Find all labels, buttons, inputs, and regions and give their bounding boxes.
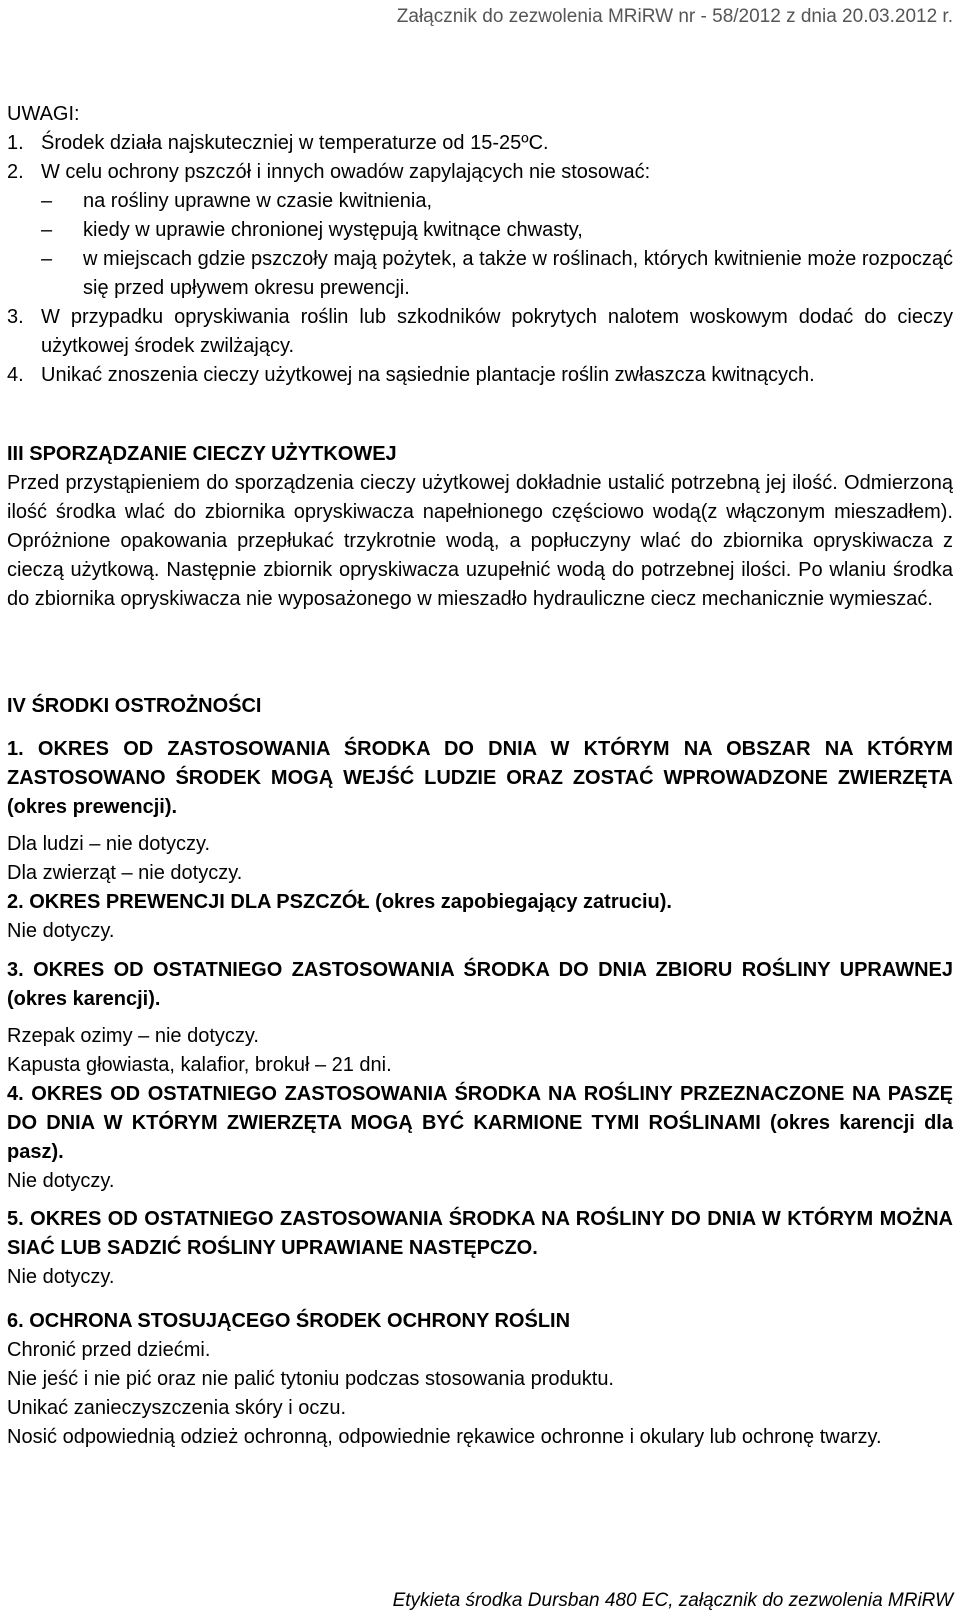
remark-number: 1. bbox=[7, 132, 24, 154]
bee-protection-item bbox=[41, 187, 953, 216]
precaution-4 bbox=[7, 1080, 953, 1196]
precaution-5 bbox=[7, 1205, 953, 1292]
remarks-list bbox=[7, 129, 953, 390]
precaution-line: Nie jeść i nie pić oraz nie palić tytoniu podczas stosowania produktu. bbox=[7, 1368, 614, 1390]
bee-protection-item bbox=[41, 245, 953, 303]
precaution-title: 3. OKRES OD OSTATNIEGO ZASTOSOWANIA ŚRODKA DO DNIA ZBIORU ROŚLINY UPRAWNEJ (okres karencji). bbox=[7, 959, 953, 1010]
preparation-text: Przed przystąpieniem do sporządzenia cieczy użytkowej dokładnie ustalić potrzebną jej ilość. Odmierzoną ilość środka wlać do zbiornika opryskiwacza napełnionego częściowo wodą(z włączonym mieszadłem). Opróżnione opakowania przepłukać trzykrotnie wodą, a popłuczyny wlać do zbiornika opryskiwacza z cieczą użytkową. Następnie zbiornik opryskiwacza uzupełnić wodą do potrzebnej ilości. Po wlaniu środka do zbiornika opryskiwacza nie wyposażonego w mieszadło hydrauliczne ciecz mechanicznie wymieszać. bbox=[7, 472, 953, 610]
bee-protection-item bbox=[41, 216, 953, 245]
precaution-line: Chronić przed dziećmi. bbox=[7, 1339, 211, 1361]
bee-protection-text: w miejscach gdzie pszczoły mają pożytek, a także w roślinach, których kwitnienie może rozpocząć się przed upływem okresu prewencji. bbox=[83, 248, 953, 299]
bee-protection-text: na rośliny uprawne w czasie kwitnienia, bbox=[83, 190, 433, 212]
precaution-line: Nosić odpowiednią odzież ochronną, odpowiednie rękawice ochronne i okulary lub ochronę twarzy. bbox=[7, 1426, 882, 1448]
remark-number: 2. bbox=[7, 161, 24, 183]
remarks-section bbox=[7, 100, 953, 390]
remark-text: W celu ochrony pszczół i innych owadów zapylających nie stosować: bbox=[41, 161, 651, 183]
remark-item bbox=[7, 361, 953, 390]
remark-item bbox=[7, 129, 953, 158]
precaution-title: 5. OKRES OD OSTATNIEGO ZASTOSOWANIA ŚRODKA NA ROŚLINY DO DNIA W KTÓRYM MOŻNA SIAĆ LUB SADZIĆ ROŚLINY UPRAWIANE NASTĘPCZO. bbox=[7, 1208, 953, 1259]
bee-protection-text: kiedy w uprawie chronionej występują kwitnące chwasty, bbox=[83, 219, 583, 241]
remark-text: Środek działa najskuteczniej w temperaturze od 15-25ºC. bbox=[41, 132, 549, 154]
section-precautions bbox=[7, 692, 953, 721]
remark-item bbox=[7, 303, 953, 361]
remark-number: 4. bbox=[7, 364, 24, 386]
dash-bullet: – bbox=[41, 190, 53, 212]
precaution-line: Nie dotyczy. bbox=[7, 1170, 115, 1192]
precaution-line: Unikać zanieczyszczenia skóry i oczu. bbox=[7, 1397, 347, 1419]
remark-text: Unikać znoszenia cieczy użytkowej na sąsiednie plantacje roślin zwłaszcza kwitnących. bbox=[41, 364, 815, 386]
precaution-line: Nie dotyczy. bbox=[7, 1266, 115, 1288]
section-preparation bbox=[7, 440, 953, 614]
precaution-title: 1. OKRES OD ZASTOSOWANIA ŚRODKA DO DNIA W KTÓRYM NA OBSZAR NA KTÓRYM ZASTOSOWANO ŚRODEK MOGĄ WEJŚĆ LUDZIE ORAZ ZOSTAĆ WPROWADZONE ZWIERZĘTA (okres prewencji). bbox=[7, 738, 953, 818]
section-title: III SPORZĄDZANIE CIECZY UŻYTKOWEJ bbox=[7, 443, 397, 465]
precaution-line: Dla zwierząt – nie dotyczy. bbox=[7, 862, 243, 884]
precaution-3 bbox=[7, 956, 953, 1080]
precaution-2 bbox=[7, 888, 953, 946]
page-header: Załącznik do zezwolenia MRiRW nr - 58/2012 z dnia 20.03.2012 r. bbox=[396, 6, 953, 27]
remark-item bbox=[7, 158, 953, 303]
dash-bullet: – bbox=[41, 219, 53, 241]
page-footer: Etykieta środka Dursban 480 EC, załącznik do zezwolenia MRiRW bbox=[392, 1590, 953, 1611]
bee-protection-list bbox=[41, 187, 953, 303]
precaution-6 bbox=[7, 1307, 953, 1452]
precaution-line: Rzepak ozimy – nie dotyczy. bbox=[7, 1025, 259, 1047]
precaution-line: Kapusta głowiasta, kalafior, brokuł – 21 dni. bbox=[7, 1054, 392, 1076]
precaution-line: Nie dotyczy. bbox=[7, 920, 115, 942]
precaution-1 bbox=[7, 735, 953, 888]
precaution-line: Dla ludzi – nie dotyczy. bbox=[7, 833, 211, 855]
precaution-title: 2. OKRES PREWENCJI DLA PSZCZÓŁ (okres zapobiegający zatruciu). bbox=[7, 891, 672, 913]
section-title: IV ŚRODKI OSTROŻNOŚCI bbox=[7, 695, 262, 717]
remarks-title: UWAGI: bbox=[7, 103, 80, 125]
precaution-title: 6. OCHRONA STOSUJĄCEGO ŚRODEK OCHRONY ROŚLIN bbox=[7, 1310, 571, 1332]
precaution-title: 4. OKRES OD OSTATNIEGO ZASTOSOWANIA ŚRODKA NA ROŚLINY PRZEZNACZONE NA PASZĘ DO DNIA W KTÓRYM ZWIERZĘTA MOGĄ BYĆ KARMIONE TYMI ROŚLINAMI (okres karencji dla pasz). bbox=[7, 1083, 953, 1163]
remark-number: 3. bbox=[7, 306, 24, 328]
dash-bullet: – bbox=[41, 248, 53, 270]
remark-text: W przypadku opryskiwania roślin lub szkodników pokrytych nalotem woskowym dodać do cieczy użytkowej środek zwilżający. bbox=[41, 306, 953, 357]
